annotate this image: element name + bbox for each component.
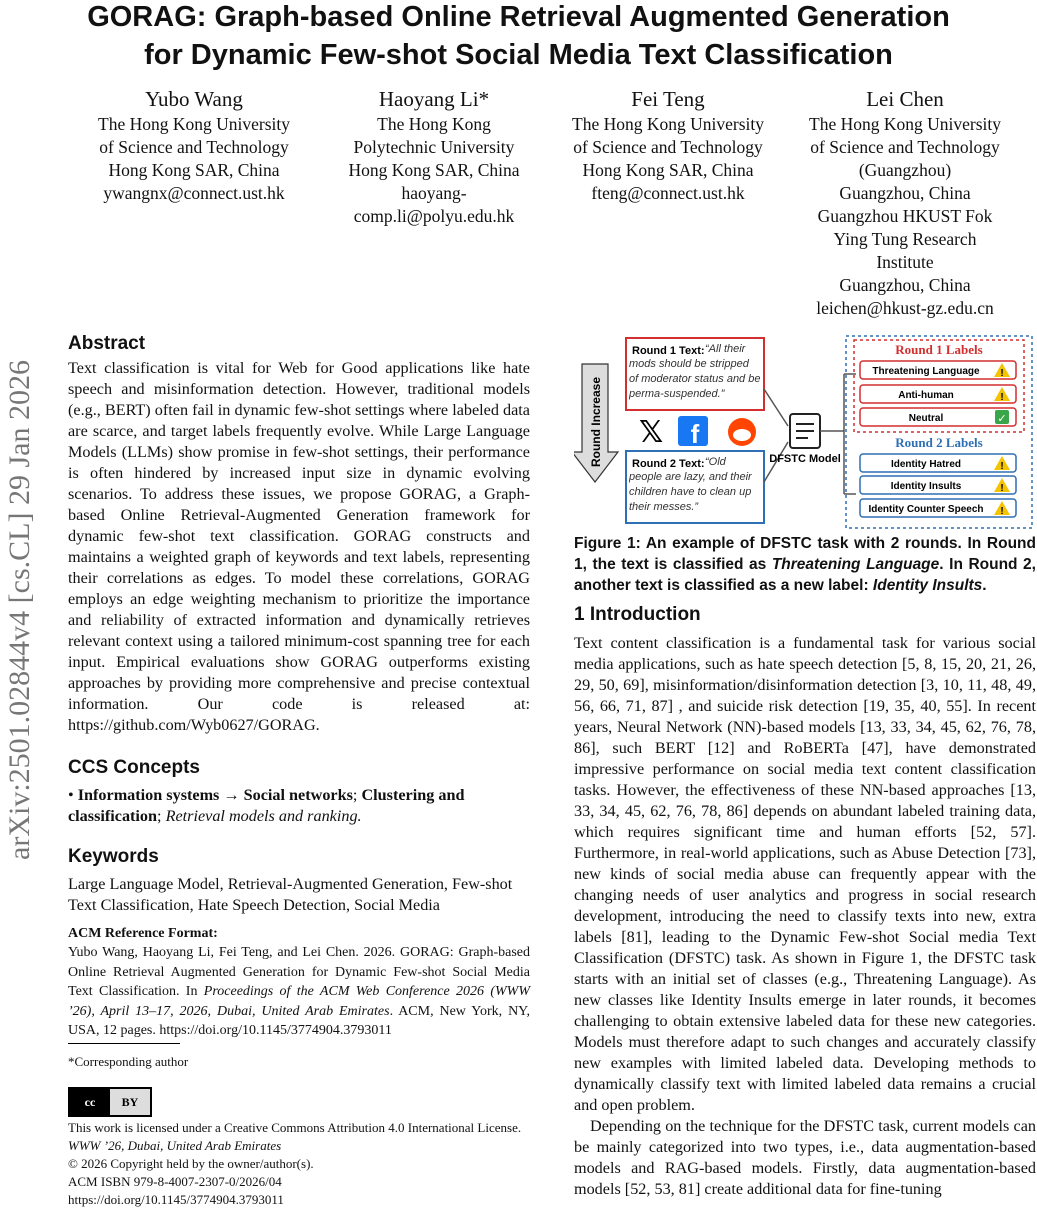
acm-reference bbox=[68, 925, 530, 1041]
keywords-text: Large Language Model, Retrieval-Augmented Generation, Few-shot Text Classification, Hate Speech Detection, Social Media bbox=[68, 875, 513, 914]
abstract-text: Text classification is vital for Web for Good applications like hate speech and misinformation detection. However, traditional models (e.g., BERT) often fail in dynamic few-shot settings where labeled data are scarce, and target labels frequently evolve. While Large Language Models (LLMs) show promise in few-shot settings, their performance is often hindered by increased input size in dynamic evolving scenarios. To address these issues, we propose GORAG, a Graph-based Online Retrieval-Augmented Generation framework for dynamic few-shot text classification. GORAG constructs and maintains a weighted graph of keywords and text labels, representing their correlations as edges. To model these correlations, GORAG employs an edge weighting mechanism to prioritize the importance and reliability of extracted information and dynamically retrieves relevant context using a tailored minimum-cost spanning tree for each input. Empirical evaluations show GORAG outperforms existing approaches by providing more comprehensive and precise contextual information. Our code is released at: https://github.com/Wyb0627/GORAG. bbox=[68, 359, 530, 734]
caption-emph: Identity Insults bbox=[872, 577, 983, 594]
figure-1 bbox=[574, 334, 1036, 534]
label-text: Anti-human bbox=[898, 390, 954, 401]
abstract-heading: Abstract bbox=[68, 333, 146, 354]
intro-paragraph-1: Text content classification is a fundamental task for various social media applications, such as hate speech detection [5, 8, 15, 20, 21, 26, 29, 50, 69], misinformation/disinformation detection [3, 10, 11, 48, 49, 56, 66, 71, 87] , and suicide risk detection [19, 35, 40, 55]. In recent years, Neural Network (NN)-based models [13, 33, 34, 45, 62, 76, 78, 86], such BERT [12] and RoBERTa [47], have demonstrated impressive performance on social media text content classification tasks. However, the effectiveness of these NN-based approaches [13, 33, 34, 45, 62, 76, 78, 86] depends on abundant labeled training data, which requires significant time and human efforts [52, 57]. Furthermore, in real-world applications, such as Abuse Detection [73], new kinds of social media abuse can frequently appear with the changing needs of user analytics and progress in social research development, introducing the need to classify texts into new, extra labels [81], leading to the Dynamic Few-shot Social media Text Classification (DFSTC) task. As shown in Figure 1, the DFSTC task starts with an initial set of classes (e.g., Threatening Language). As new classes like Identity Insults emerge in later rounds, it becomes challenging to obtain extensive labeled data for these new categories. Models must therefore adapt to such changes and accurately classify new examples with limited labeled data. Developing methods to dynamically classify text with limited labeled data remains a crucial and open problem. bbox=[574, 634, 1036, 1114]
author-block-3 bbox=[558, 86, 778, 205]
affiliation-line: Hong Kong SAR, China bbox=[348, 160, 520, 180]
author-block-2 bbox=[324, 86, 544, 228]
affiliation-line: (Guangzhou) bbox=[858, 160, 952, 180]
footnote-rule bbox=[68, 1043, 180, 1044]
cc-icon: cc bbox=[70, 1089, 110, 1115]
title-line-2: for Dynamic Few-shot Social Media Text Classification bbox=[144, 39, 893, 71]
license-block bbox=[68, 1087, 530, 1209]
figure-1-caption bbox=[574, 533, 1036, 596]
footnote-text: *Corresponding author bbox=[68, 1054, 189, 1069]
figure-1-diagram bbox=[574, 334, 1036, 534]
arxiv-id[interactable]: arXiv:2501.02844v4 [cs.CL] 29 Jan 2026 bbox=[3, 360, 36, 860]
round1-text-fo bbox=[629, 342, 761, 410]
affiliation-line: Guangzhou HKUST Fok bbox=[817, 206, 993, 226]
ccs-concept: Retrieval models and ranking. bbox=[165, 807, 362, 825]
round1-text: “All their mods should be stripped of moderator status and be perma-suspended.” bbox=[629, 343, 761, 400]
affiliation-line: of Science and Technology bbox=[99, 137, 289, 157]
affiliation-line: Ying Tung Research bbox=[833, 229, 977, 249]
bullet: • bbox=[68, 786, 74, 804]
author-email[interactable]: ywangnx@connect.ust.hk bbox=[103, 183, 285, 203]
warning-mark: ! bbox=[1000, 506, 1004, 517]
license-isbn: ACM ISBN 979-8-4007-2307-0/2026/04 bbox=[68, 1174, 282, 1189]
label-text: Identity Counter Speech bbox=[868, 504, 984, 515]
ccs-section bbox=[68, 757, 530, 827]
caption-part: . In Round 2, another text is classified as a new label: bbox=[574, 556, 1036, 594]
author-name: Haoyang Li* bbox=[378, 87, 490, 111]
affiliation-line: Hong Kong SAR, China bbox=[108, 160, 280, 180]
affiliation-line: The Hong Kong bbox=[377, 114, 491, 134]
affiliation-line: Guangzhou, China bbox=[839, 275, 971, 295]
caption-part: Figure 1: An example of DFSTC task with 2 rounds. In Round 1, the text is classified as bbox=[574, 535, 1036, 573]
author-email[interactable]: comp.li@polyu.edu.hk bbox=[353, 206, 515, 226]
affiliation-line: The Hong Kong University bbox=[98, 114, 290, 134]
author-email[interactable]: leichen@hkust-gz.edu.cn bbox=[816, 298, 994, 318]
affiliation-line: Hong Kong SAR, China bbox=[582, 160, 754, 180]
round2-text-label: Round 2 Text: bbox=[632, 458, 705, 470]
caption-part: . bbox=[982, 577, 987, 594]
license-venue: WWW ’26, Dubai, United Arab Emirates bbox=[68, 1138, 282, 1153]
abstract-section bbox=[68, 333, 530, 736]
paper-title bbox=[0, 0, 1037, 74]
ccs-concept: Information systems bbox=[77, 786, 220, 804]
round2-text-fo bbox=[629, 455, 761, 523]
check-mark: ✓ bbox=[997, 412, 1007, 425]
round2-labels-heading: Round 2 Labels bbox=[895, 435, 983, 450]
warning-mark: ! bbox=[1000, 483, 1004, 494]
arxiv-stamp bbox=[0, 260, 40, 960]
label-text: Identity Hatred bbox=[890, 459, 962, 470]
reddit-face bbox=[733, 429, 751, 441]
affiliation-line: Institute bbox=[876, 252, 934, 272]
acm-ref-text bbox=[68, 943, 530, 1041]
author-email[interactable]: haoyang- bbox=[401, 183, 467, 203]
model-label: DFSTC Model bbox=[769, 453, 841, 465]
intro-heading: 1 Introduction bbox=[574, 604, 701, 625]
label-text: Neutral bbox=[908, 413, 944, 424]
label-text: Identity Insults bbox=[890, 481, 962, 492]
warning-mark: ! bbox=[1000, 368, 1004, 379]
affiliation-line: Guangzhou, China bbox=[839, 183, 971, 203]
license-text: This work is licensed under a Creative Commons Attribution 4.0 International License. bbox=[68, 1120, 522, 1135]
introduction-section bbox=[574, 604, 1036, 1200]
intro-paragraph-2: Depending on the technique for the DFSTC task, current models can be mainly categorized into two types, i.e., data augmentation-based models and RAG-based models. Firstly, data augmentation-based models [52, 53, 81] create additional data for fine-tuning bbox=[574, 1117, 1036, 1198]
warning-mark: ! bbox=[1000, 461, 1004, 472]
title-line-1: GORAG: Graph-based Online Retrieval Augmented Generation bbox=[87, 1, 950, 33]
affiliation-line: of Science and Technology bbox=[573, 137, 763, 157]
author-name: Lei Chen bbox=[866, 87, 944, 111]
round1-text-label: Round 1 Text: bbox=[632, 345, 705, 357]
author-block-1 bbox=[84, 86, 304, 205]
ccs-heading: CCS Concepts bbox=[68, 757, 200, 778]
label-text: Threatening Language bbox=[872, 366, 980, 377]
cc-by-icon[interactable] bbox=[68, 1087, 152, 1117]
author-name: Yubo Wang bbox=[145, 87, 243, 111]
license-copyright: © 2026 Copyright held by the owner/author(s). bbox=[68, 1156, 314, 1171]
affiliation-line: The Hong Kong University bbox=[572, 114, 764, 134]
acm-ref-venue: Proceedings of the ACM Web Conference 2026 (WWW ’26), April 13–17, 2026, Dubai, United Arab Emirates bbox=[68, 984, 530, 1019]
acm-ref-heading: ACM Reference Format: bbox=[68, 926, 218, 941]
round-increase-label: Round Increase bbox=[589, 376, 603, 468]
ccs-text: • Information systems → Social networks; Clustering and classification; Retrieval models and ranking. bbox=[68, 786, 465, 825]
connector-line bbox=[764, 389, 788, 426]
caption-emph: Threatening Language bbox=[771, 556, 940, 573]
author-email[interactable]: fteng@connect.ust.hk bbox=[591, 183, 745, 203]
affiliation-line: Polytechnic University bbox=[353, 137, 515, 157]
facebook-letter: f bbox=[690, 419, 700, 449]
by-icon: BY bbox=[110, 1089, 150, 1115]
affiliation-line: The Hong Kong University bbox=[809, 114, 1001, 134]
keywords-section bbox=[68, 846, 530, 916]
ccs-concept: Social networks bbox=[243, 786, 353, 804]
footnote bbox=[68, 1053, 530, 1071]
author-block-4 bbox=[795, 86, 1015, 320]
acm-ref-part: Yubo Wang, Haoyang Li, Fei Teng, and Lei Chen. 2026. GORAG: Graph-based Online Retrieval Augmented Generation for Dynamic Few-shot Social Media Text Classification. In bbox=[68, 945, 530, 999]
round2-text: “Old people are lazy, and their children have to clean up their messes.” bbox=[629, 456, 752, 513]
affiliation-line: of Science and Technology bbox=[810, 137, 1000, 157]
acm-ref-part: . ACM, New York, NY, USA, 12 pages. https://doi.org/10.1145/3774904.3793011 bbox=[68, 1003, 530, 1038]
warning-mark: ! bbox=[1000, 392, 1004, 403]
ccs-concept: Clustering and classification bbox=[68, 786, 465, 825]
arrow-icon: → bbox=[223, 786, 240, 804]
author-name: Fei Teng bbox=[631, 87, 705, 111]
keywords-heading: Keywords bbox=[68, 846, 159, 867]
x-logo-icon: 𝕏 bbox=[639, 415, 664, 450]
license-doi[interactable]: https://doi.org/10.1145/3774904.3793011 bbox=[68, 1192, 284, 1207]
round1-labels-heading: Round 1 Labels bbox=[895, 342, 983, 357]
